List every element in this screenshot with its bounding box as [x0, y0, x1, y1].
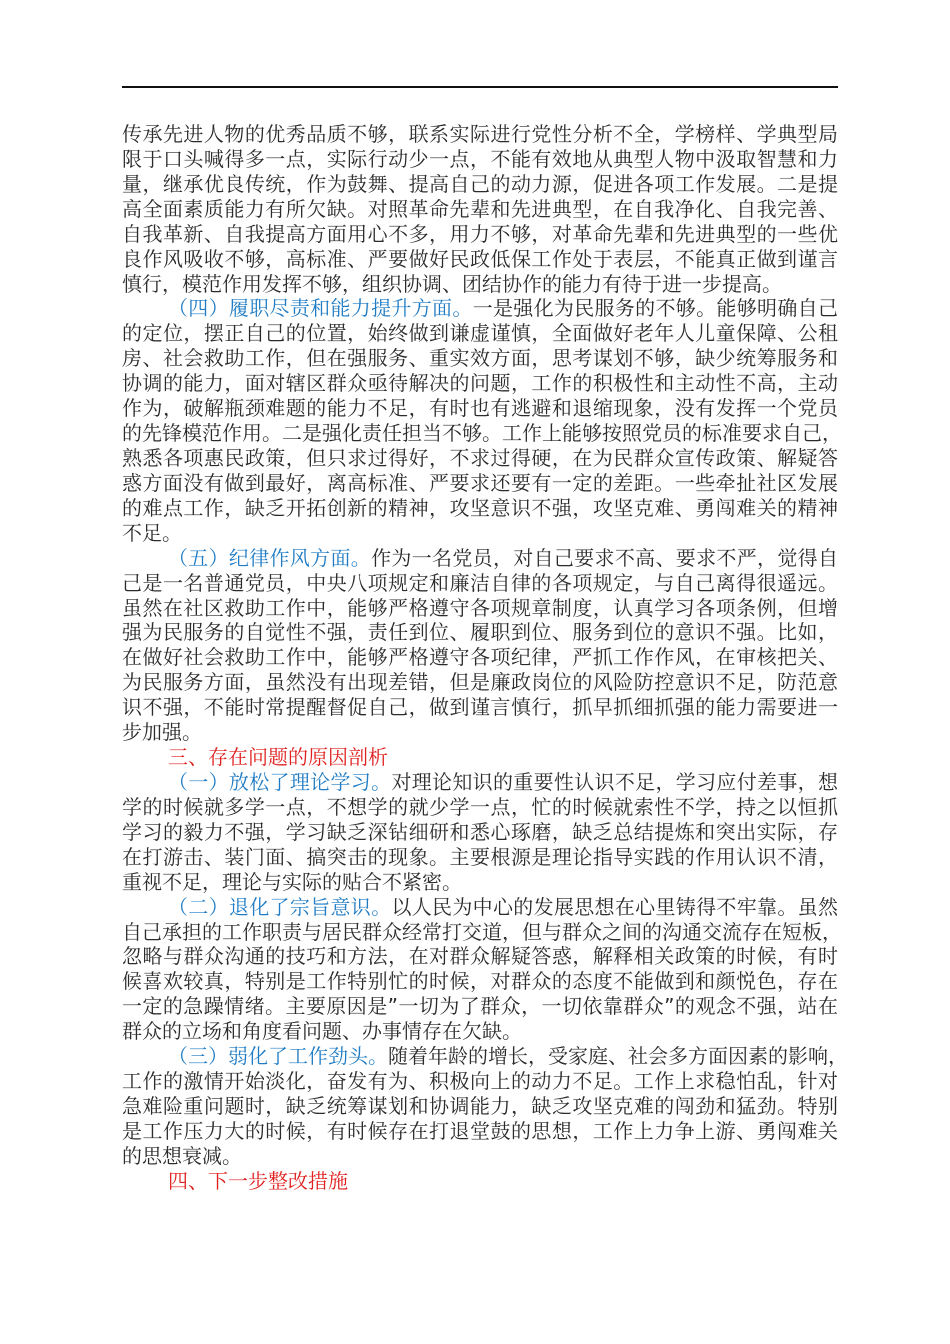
- line-text: 学的时候就多学一点，不想学的就少学一点，忙的时候就索性不学，持之以恒抓: [122, 794, 838, 819]
- text-line: [122, 695, 838, 720]
- line-text: 对理论知识的重要性认识不足，学习应付差事，想: [391, 769, 838, 794]
- text-line: [122, 620, 838, 645]
- line-text: 高全面素质能力有所欠缺。对照革命先辈和先进典型，在自我净化、自我完善、: [122, 196, 838, 221]
- text-line: [122, 994, 838, 1019]
- text-line: [122, 247, 838, 272]
- paragraph: [122, 770, 838, 895]
- line-text: 是工作压力大的时候，有时候存在打退堂鼓的思想，工作上力争上游、勇闯难关: [122, 1118, 838, 1143]
- text-line: [122, 944, 838, 969]
- text-line: [122, 820, 838, 845]
- line-text: 限于口头喊得多一点，实际行动少一点，不能有效地从典型人物中汲取智慧和力: [122, 146, 838, 171]
- text-line: [122, 919, 842, 945]
- line-text: 作为一名党员，对自己要求不高、要求不严，觉得自: [371, 545, 838, 570]
- line-text: 作为，破解瓶颈难题的能力不足，有时也有逃避和退缩现象，没有发挥一个党员: [122, 396, 838, 421]
- line-text: 房、社会救助工作，但在强服务、重实效方面，思考谋划不够，缺少统筹服务和: [122, 346, 838, 371]
- text-line: [122, 720, 838, 745]
- line-text: 的思想衰减。: [122, 1143, 242, 1168]
- line-text: 的定位，摆正自己的位置，始终做到谦虚谨慎，全面做好老年人儿童保障、公租: [122, 321, 838, 346]
- text-line: [122, 1044, 848, 1069]
- line-text: 己是一名普通党员，中央八项规定和廉洁自律的各项规定，与自己离得很遥远。: [122, 570, 838, 595]
- paragraph: [122, 296, 842, 545]
- line-text: 在做好社会救助工作中，能够严格遵守各项纪律，严抓工作作风，在审核把关、: [122, 645, 838, 670]
- text-line: [122, 870, 838, 895]
- paragraph: [122, 894, 842, 1045]
- line-text: 候喜欢较真，特别是工作特别忙的时候，对群众的态度不能做到和颜悦色，存在: [122, 969, 838, 994]
- line-text: 不足。: [122, 520, 182, 545]
- header-rule: [122, 86, 838, 88]
- text-line: [122, 197, 838, 222]
- line-text: 为民服务方面，虽然没有出现差错，但是廉政岗位的风险防控意识不足，防范意: [122, 670, 838, 695]
- text-line: [122, 1019, 838, 1044]
- text-line: [122, 571, 838, 596]
- subsection-heading: （二）退化了宗旨意识。: [168, 894, 392, 919]
- subsection-heading: （五）纪律作风方面。: [168, 545, 372, 570]
- text-line: [122, 521, 838, 546]
- section-heading: [122, 745, 838, 770]
- subsection-heading: （四）履职尽责和能力提升方面。: [168, 296, 473, 321]
- line-text: 强为民服务的自觉性不强，责任到位、履职到位、服务到位的意识不强。比如，: [122, 620, 838, 645]
- section-heading-text: 四、下一步整改措施: [168, 1168, 348, 1193]
- text-line: [122, 421, 842, 446]
- line-text: 慎行，模范作用发挥不够，组织协调、团结协作的能力有待于进一步提高。: [122, 271, 782, 296]
- text-line: [122, 272, 838, 297]
- line-text: 学习的毅力不强，学习缺乏深钻细研和悉心琢磨，缺乏总结提炼和突出实际，存: [122, 819, 838, 844]
- text-line: [122, 471, 838, 496]
- line-text: 虽然在社区救助工作中，能够严格遵守各项规章制度，认真学习各项条例，但增: [122, 595, 838, 620]
- text-line: [122, 670, 838, 695]
- line-text: 一是强化为民服务的不够。能够明确自己: [472, 296, 838, 321]
- text-line: [122, 222, 838, 247]
- text-line: [122, 596, 838, 621]
- text-line: [122, 147, 838, 172]
- text-line: [122, 371, 838, 396]
- line-text: 急难险重问题时，缺乏统筹谋划和协调能力，缺乏攻坚克难的闯劲和猛劲。特别: [122, 1093, 838, 1118]
- text-line: [122, 346, 838, 371]
- text-line: [122, 1094, 838, 1119]
- text-line: [122, 321, 838, 346]
- paragraph: [122, 546, 838, 745]
- line-text: 以人民为中心的发展思想在心里铸得不牢靠。虽然: [391, 894, 838, 919]
- text-line: [122, 795, 838, 820]
- line-text: 惑方面没有做到最好，离高标准、严要求还要有一定的差距。一些牵扯社区发展: [122, 470, 838, 495]
- paragraph: [122, 122, 838, 296]
- line-text: 群众的立场和角度看问题、办事情存在欠缺。: [122, 1019, 522, 1044]
- line-text: 识不强，不能时常提醒督促自己，做到谨言慎行，抓早抓细抓强的能力需要进一: [122, 695, 838, 720]
- subsection-heading: （一）放松了理论学习。: [168, 769, 392, 794]
- text-line: [122, 1069, 838, 1094]
- line-text: 在打游击、装门面、搞突击的现象。主要根源是理论指导实践的作用认识不清，: [122, 844, 838, 869]
- line-text: 随着年龄的增长，受家庭、社会多方面因素的影响，: [388, 1044, 848, 1069]
- line-text: 量，继承优良传统，作为鼓舞、提高自己的动力源，促进各项工作发展。二是提: [122, 171, 838, 196]
- line-text: 自我革新、自我提高方面用心不多，用力不够，对革命先辈和先进典型的一些优: [122, 221, 838, 246]
- line-text: 的难点工作，缺乏开拓创新的精神，攻坚意识不强，攻坚克难、勇闯难关的精神: [122, 495, 838, 520]
- text-line: [122, 122, 838, 147]
- text-line: [122, 496, 838, 521]
- text-line: [122, 770, 838, 795]
- line-text: 忽略与群众沟通的技巧和方法，在对群众解疑答惑，解释相关政策的时候，有时: [122, 944, 838, 969]
- line-text: 一定的急躁情绪。主要原因是”一切为了群众，一切依靠群众”的观念不强，站在: [122, 994, 838, 1019]
- line-text: 自己承担的工作职责与居民群众经常打交道，但与群众之间的沟通交流存在短板，: [122, 919, 842, 944]
- line-text: 传承先进人物的优秀品质不够，联系实际进行党性分析不全，学榜样、学典型局: [122, 122, 838, 146]
- line-text: 良作风吸收不够，高标准、严要做好民政低保工作处于表层，不能真正做到谨言: [122, 246, 838, 271]
- text-line: [122, 546, 838, 571]
- text-line: [122, 845, 838, 870]
- text-line: [122, 296, 838, 321]
- section-heading-text: 三、存在问题的原因剖析: [168, 745, 388, 770]
- text-line: [122, 1144, 838, 1169]
- line-text: 重视不足，理论与实际的贴合不紧密。: [122, 869, 462, 894]
- line-text: 步加强。: [122, 720, 202, 745]
- text-line: [122, 645, 838, 670]
- text-line: [122, 446, 838, 471]
- section-heading: [122, 1169, 838, 1194]
- text-line: [122, 396, 838, 421]
- text-line: [122, 1119, 838, 1144]
- line-text: 的先锋模范作用。二是强化责任担当不够。工作上能够按照党员的标准要求自己，: [122, 421, 842, 446]
- line-text: 协调的能力，面对辖区群众亟待解决的问题，工作的积极性和主动性不高，主动: [122, 371, 838, 396]
- line-text: 熟悉各项惠民政策，但只求过得好，不求过得硬，在为民群众宣传政策、解疑答: [122, 445, 838, 470]
- line-text: 工作的激情开始淡化，奋发有为、积极向上的动力不足。工作上求稳怕乱，针对: [122, 1069, 838, 1094]
- text-line: [122, 969, 838, 994]
- subsection-heading: （三）弱化了工作劲头。: [168, 1044, 388, 1069]
- document-body: [122, 122, 848, 1194]
- text-line: [122, 172, 838, 197]
- paragraph: [122, 1044, 848, 1169]
- text-line: [122, 895, 838, 920]
